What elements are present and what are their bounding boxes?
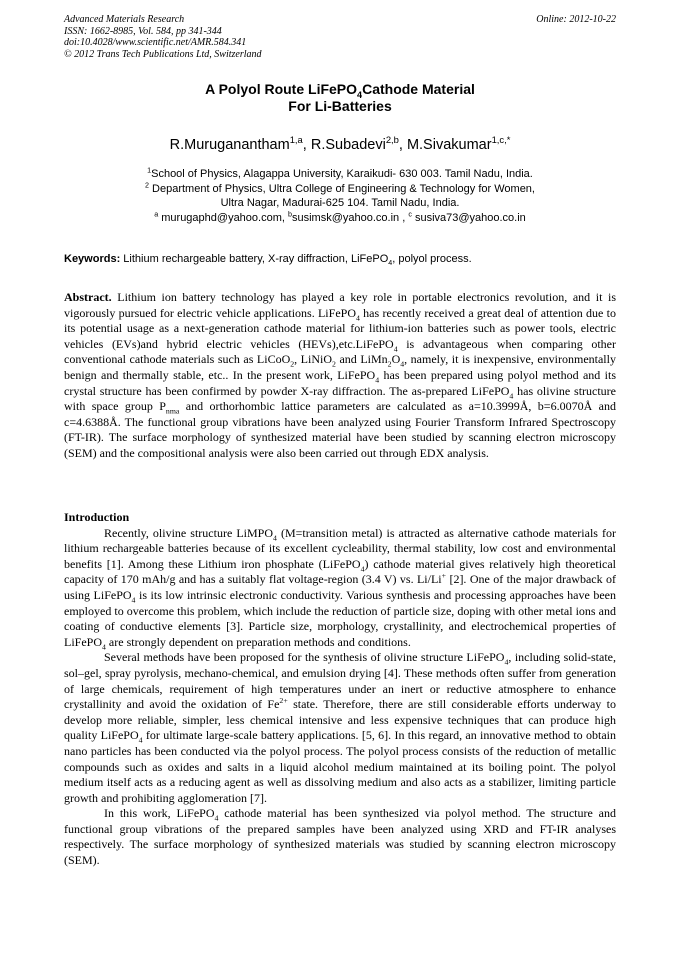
introduction-section xyxy=(64,510,616,869)
affiliation-1: $^1$School of Physics, Alagappa University, Karaikudi- 630 003. Tamil Nadu, India. xyxy=(147,166,533,180)
abstract: Abstract. Lithium ion battery technology has played a key role in portable electronics revolution, and it is vigorously pursued for electric vehicle applications. LiFePO$_4$ has recently received a great deal of attention due to its potential usage as a next-generation cathode material for lithium-ion batteries such as power tools, electric vehicles (EVs)and hybrid electric vehicles (HEVs),etc.LiFePO$_4$ is advantageous when comparing other conventional cathode materials such as LiCoO$_2$, LiNiO$_2$ and $LiMn_2O_4$, namely, it is inexpensive, environmentally benign and thermally stable, etc.. In the present work, LiFePO$_4$ has been prepared using polyol method and its crystal structure has been confirmed by powder X-ray diffraction. The as-prepared LiFePO$_4$ has olivine structure with space group $P_{nma}$ and orthorhombic lattice parameters are calculated as a=10.3999Å, b=6.0070Å and c=4.6388Å. The functional group vibrations have been analyzed using Fourier Transform Infrared Spectroscopy (FT-IR). The surface morphology of synthesized material have been studied by scanning electron microscopy (SEM) and the compositional analysis were also been carried out through EDX analysis. xyxy=(64,290,617,460)
affiliation-2: $^2$ Department of Physics, Ultra College of Engineering & Technology for Women, xyxy=(144,180,535,195)
journal-doi: doi:10.4028/www.scientific.net/AMR.584.341 xyxy=(64,37,247,48)
title-line-2: For Li-Batteries xyxy=(288,97,392,114)
author-name: R.Muruganantham xyxy=(169,137,290,153)
journal-issn: ISSN: 1662-8985, Vol. 584, pp 341-344 xyxy=(64,25,222,37)
paragraph: Several methods have been proposed for the synthesis of olivine structure LiFePO$_4$, including solid-state, sol–gel, spray pyrolysis, mechano-chemical, and emulsion drying [4]. These methods often suffer from generation of large chemicals, requirement of high temperatures under an inert or reductive atmosphere to enhance crystallinity and avoid the oxidation of $Fe^{2+}$ state. Therefore, there are still considerable efforts underway to develop more reliable, simpler, less chemical intensive and less expensive techniques that can produce high quality LiFePO$_4$ for ultimate large-scale battery applications. [5, 6]. In this regard, an innovative method to obtain nano particles has been conducted via the polyol process. The polyol process consists of the reduction of metallic compounds such as oxides and salts in a liquid alcohol medium maintained at its boiling point. The polyol medium itself acts as a reducing agent as well as dissolving medium and also acts as a stabilizer, limiting particle growth and prohibiting agglomeration [7]. xyxy=(64,650,616,805)
author-emails: $^a$ murugaphd@yahoo.com, $^b$susimsk@yahoo.co.in , $^c$ susiva73@yahoo.co.in xyxy=(154,210,526,224)
paper-title xyxy=(64,81,616,114)
title-line-1: A Polyol Route LiFePO$_4$Cathode Material xyxy=(205,81,475,100)
affiliations xyxy=(64,167,616,225)
journal-copyright: © 2012 Trans Tech Publications Ltd, Switzerland xyxy=(64,48,262,60)
keywords: Keywords: Lithium rechargeable battery, X-ray diffraction, LiFePO$_4$, polyol process. xyxy=(64,253,472,268)
abstract-label: Abstract. xyxy=(64,290,112,304)
online-date: Online: 2012-10-22 xyxy=(536,14,616,25)
author-name: M.Sivakumar xyxy=(406,137,492,153)
author-name: R.Subadevi xyxy=(310,137,386,153)
author-list: R.Muruganantham$^{1,a}$, R.Subadevi$^{2,b}$, M.Sivakumar$^{1,c,*}$ xyxy=(169,134,511,153)
paragraph: Recently, olivine structure LiMPO$_4$ (M=transition metal) is attracted as alternative cathode materials for lithium rechargeable batteries because of its excellent cycleability, thermal stability, low cost and environmental benefits [1]. Among these Lithium iron phosphate (LiFePO$_4$) cathode material gives relatively high theoretical capacity of 170 mAh/g and has a suitably flat voltage-region (3.4 V) vs. Li/Li+ [2]. One of the major drawback of using LiFePO$_4$ is its low intrinsic electronic conductivity. Various synthesis and processing approaches have been employed to overcome this problem, which include the reduction of particle size, doping with other metal ions and coating of conductive elements [3]. Particle size, morphology, crystallinity, and electrochemical properties of LiFePO$_4$ are strongly dependent on preparation methods and conditions. xyxy=(64,525,617,652)
section-heading: Introduction xyxy=(64,510,130,524)
journal-name: Advanced Materials Research xyxy=(64,14,185,25)
paragraph: In this work, LiFePO$_4$ cathode material has been synthesized via polyol method. The structure and functional group vibrations of the prepared samples have been analyzed using XRD and FT-IR analyses respectively. The surface morphology of synthesized materials was studied by scanning electron microscopy (SEM). xyxy=(64,806,617,868)
journal-header xyxy=(64,14,616,60)
affiliation-2-cont: Ultra Nagar, Madurai-625 104. Tamil Nadu, India. xyxy=(220,197,460,210)
keywords-label: Keywords: xyxy=(64,253,121,265)
